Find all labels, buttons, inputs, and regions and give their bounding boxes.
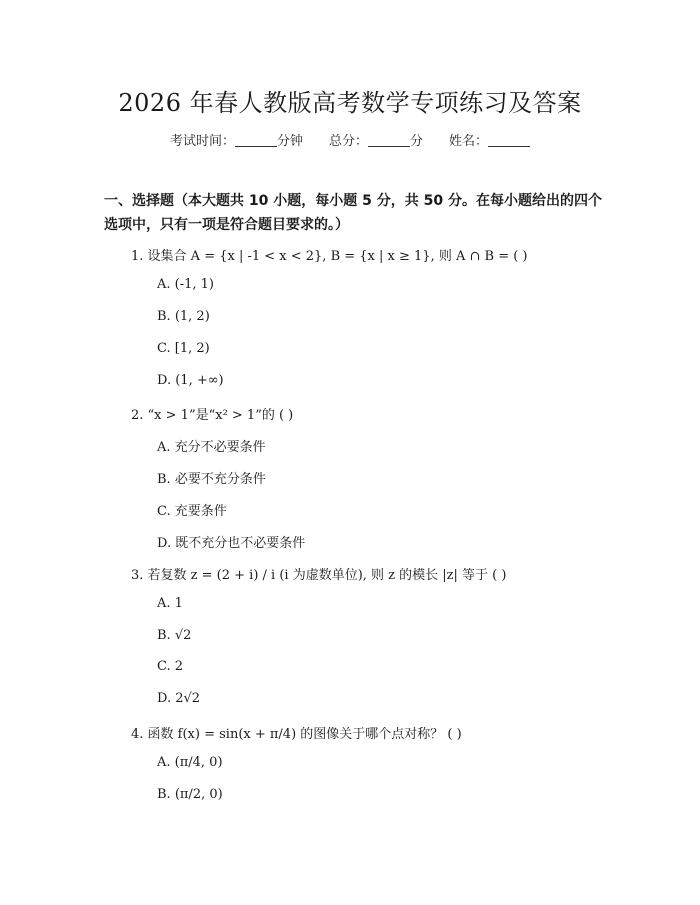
option: D. 既不充分也不必要条件 <box>157 536 306 551</box>
score-unit: 分 <box>410 134 424 149</box>
option: B. (1, 2) <box>157 309 210 324</box>
option: C. 充要条件 <box>157 504 227 519</box>
option: D. 2√2 <box>157 691 201 706</box>
question-stem: 3. 若复数 z = (2 + i) / i (i 为虚数单位), 则 z 的模长 |z| 等于 ( ) <box>131 568 507 583</box>
name-blank <box>488 134 530 147</box>
question-stem: 1. 设集合 A = {x | -1 < x < 2}, B = {x | x ≥ 1}, 则 A ∩ B = ( ) <box>131 249 528 264</box>
option: A. 1 <box>157 596 183 611</box>
score-blank <box>368 134 410 147</box>
question-stem: 2. “x > 1”是“x² > 1”的 ( ) <box>131 408 294 423</box>
page-title: 2026 年春人教版高考数学专项练习及答案 <box>118 89 582 117</box>
time-label: 考试时间： <box>169 134 235 149</box>
option: B. √2 <box>157 628 192 643</box>
option: B. 必要不充分条件 <box>157 472 266 487</box>
option: A. 充分不必要条件 <box>157 440 266 455</box>
option: D. (1, +∞) <box>157 373 224 388</box>
option: B. (π/2, 0) <box>157 787 223 802</box>
option: A. (-1, 1) <box>157 277 214 292</box>
option: A. (π/4, 0) <box>157 755 223 770</box>
option: C. 2 <box>157 659 184 674</box>
time-blank <box>235 134 277 147</box>
time-unit: 分钟 <box>276 134 303 149</box>
exam-meta <box>0 130 700 149</box>
name-label: 姓名： <box>449 134 489 149</box>
section-heading: 一、选择题（本大题共 10 小题，每小题 5 分，共 50 分。在每小题给出的四个选项中，只有一项是符合题目要求的。） <box>104 193 602 233</box>
question-stem: 4. 函数 f(x) = sin(x + π/4) 的图像关于哪个点对称？ ( ) <box>131 727 462 742</box>
option: C. [1, 2) <box>157 341 210 356</box>
score-label: 总分： <box>328 134 368 149</box>
